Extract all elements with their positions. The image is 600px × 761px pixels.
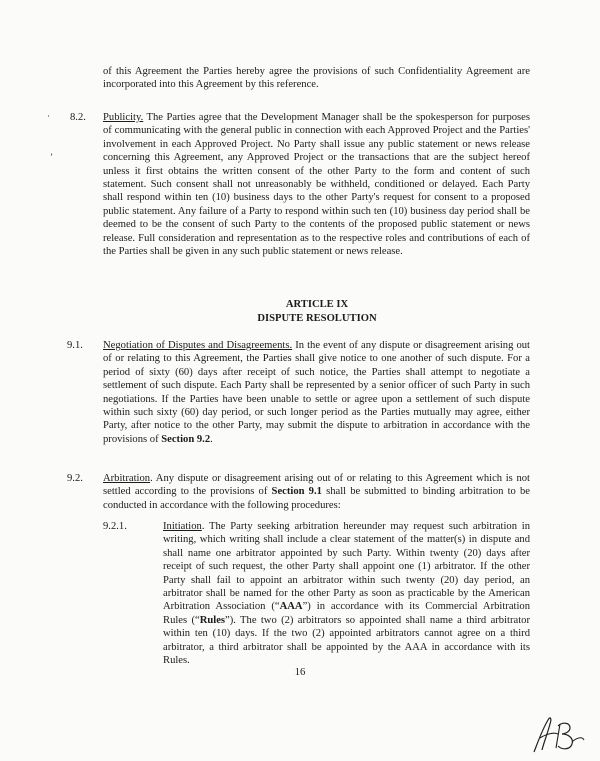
section-9-1-end: .	[210, 433, 213, 445]
section-9-2-1-number: 9.2.1.	[103, 521, 127, 532]
section-8-2-body: The Parties agree that the Development Manager shall be the spokesperson for purposes of communicating with the general public in connection with each Approved Project and the Parties' involvement in each Approved Project. No Party shall issue any public statement or news release concerning this Agreement, any Approved Project or the transactions that are the subject hereof unless it first obtains the written consent of the other Party to the form and content of such statement. Such consent shall not unreasonably be withheld, conditioned or delayed. Each Party shall respond within ten (10) business days to the other Party's request for consent to a proposed public statement. Any failure of a Party to respond within such ten (10) business day period shall be deemed to be the consent of such Party to the contents of the proposed public statement or news release. Full consideration and representation as to the respective roles and contributions of each of the Parties shall be given in any such public statement or news release.	[103, 112, 530, 258]
intro-paragraph: of this Agreement the Parties hereby agree the provisions of such Confidentiality Agreement are incorporated into this Agreement by this reference.	[103, 66, 530, 91]
section-9-1-body: In the event of any dispute or disagreement arising out of or relating to this Agreement, the Parties shall give notice to one another of such dispute. For a period of sixty (60) days after receipt of such notice, the Parties shall attempt to negotiate a settlement of such dispute. Each Party shall be represented by a senior officer of such Party in such negotiations. If the Parties have been unable to settle or agree upon a settlement of such dispute within such sixty (60) day period, or such longer period as the Parties mutually may agree, either Party, after notice to the other Party, may submit the dispute to arbitration in accordance with the provisions of	[103, 340, 530, 445]
section-9-2-1-body-a: . The Party seeking arbitration hereunder may request such arbitration in writing, which writing shall include a clear statement of the matter(s) in dispute and shall name one arbitrator appointed by such Party. Within twenty (20) days after receipt of such request, the other Party shall appoint one (1) arbitrator. If the other Party shall fail to appoint an arbitrator within such twenty (20) day period, an arbitrator shall be named for the other Party as soon as practicable by the American Arbitration Association (“	[163, 521, 530, 613]
section-8-2-title: Publicity.	[103, 112, 144, 123]
article-number: ARTICLE IX	[285, 299, 349, 310]
section-8-2-number: 8.2.	[70, 112, 86, 123]
rules-term: Rules	[199, 614, 226, 626]
section-9-2-number: 9.2.	[67, 473, 83, 484]
section-9-2-paragraph	[103, 472, 530, 512]
section-9-2-body-b: shall be submitted to binding arbitration to be conducted in accordance with the following procedures:	[103, 486, 530, 511]
section-9-2-1-body-c: ”). The two (2) arbitrators so appointed shall name a third arbitrator within ten (10) days. If the two (2) appointed arbitrators cannot agree on a third arbitrator, a third arbitrator shall be appointed by the AAA in accordance with its Rules.	[163, 614, 530, 667]
section-9-2-reference: Section 9.2	[161, 433, 211, 445]
section-9-2-title: Arbitration	[103, 473, 151, 484]
margin-mark: ’	[50, 152, 53, 162]
section-9-2-1-body-b: ”) in accordance with its Commercial Arbitration Rules (“	[163, 601, 530, 626]
page-number: 16	[294, 667, 306, 678]
section-9-2-1-paragraph	[163, 520, 530, 667]
section-9-1-number: 9.1.	[67, 340, 83, 351]
section-9-2-body-a: . Any dispute or disagreement arising out of or relating to this Agreement which is not settled according to the provisions of	[103, 473, 530, 498]
section-8-2-paragraph	[103, 111, 530, 258]
aaa-term: AAA	[279, 601, 303, 613]
article-title: DISPUTE RESOLUTION	[257, 313, 377, 324]
section-9-1-reference: Section 9.1	[271, 486, 322, 498]
margin-mark: ·	[47, 111, 50, 121]
handwritten-initials	[528, 712, 590, 756]
section-9-2-1-title: Initiation	[163, 521, 202, 532]
section-9-1-paragraph	[103, 339, 530, 446]
section-9-1-title: Negotiation of Disputes and Disagreements.	[103, 340, 293, 351]
